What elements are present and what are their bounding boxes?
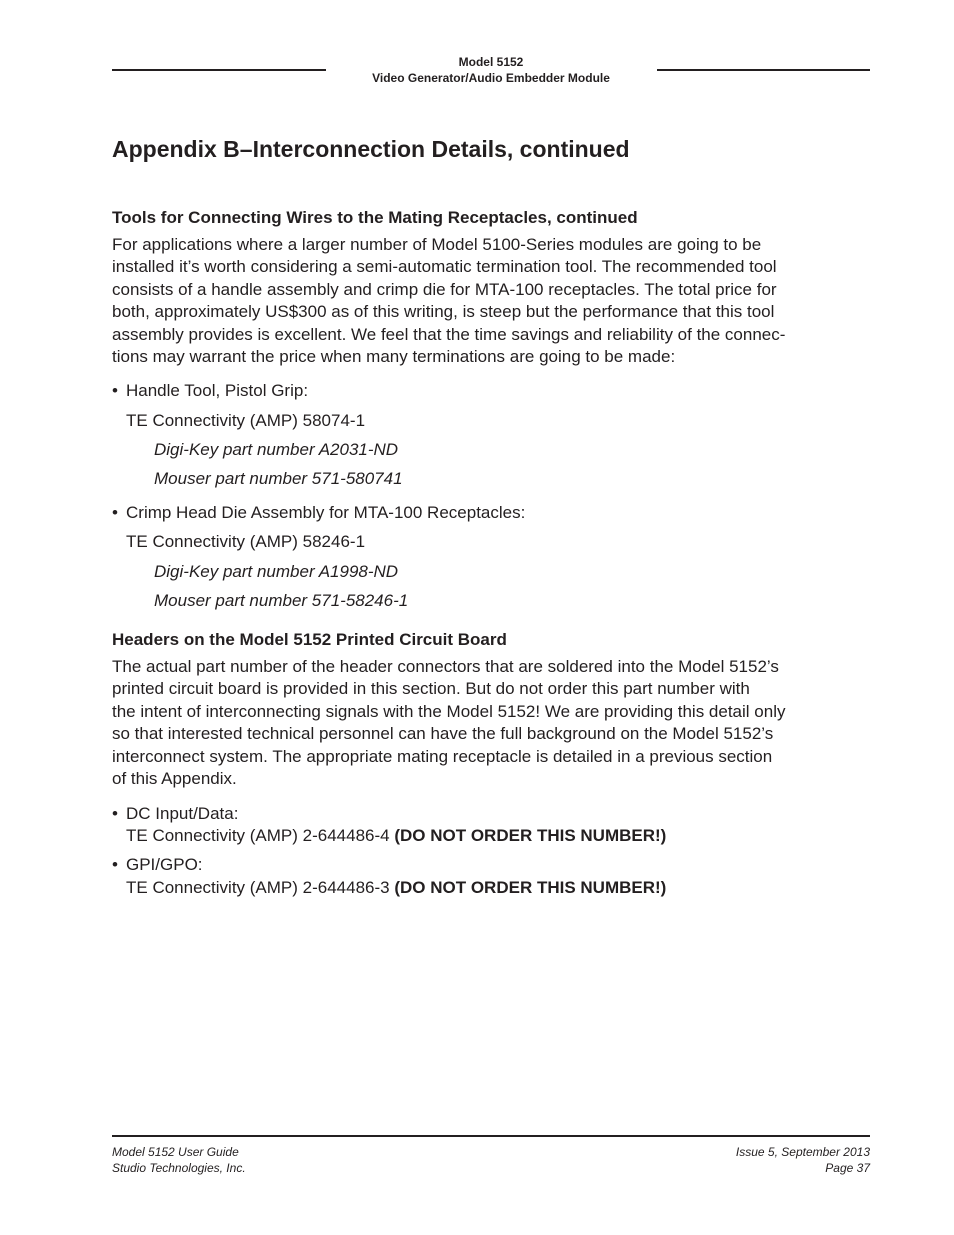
item-part-number: TE Connectivity (AMP) 58246-1: [126, 532, 366, 551]
item-label: GPI/GPO:: [126, 855, 203, 874]
paragraph-line: consists of a handle assembly and crimp die for MTA-100 receptacles. The total price for: [112, 279, 777, 299]
item-part-number: TE Connectivity (AMP) 2-644486-4: [126, 826, 390, 845]
bullet-glyph: •: [112, 381, 118, 400]
order-warning: (DO NOT ORDER THIS NUMBER!): [394, 878, 667, 897]
running-header: [326, 54, 656, 86]
item-part-line: [126, 826, 666, 846]
paragraph-line: printed circuit board is provided in this section. But do not order this part number with: [112, 679, 750, 699]
tools-paragraph: [112, 234, 857, 368]
paragraph-line: the intent of interconnecting signals with the Model 5152! We are providing this detail only: [112, 701, 786, 721]
item-digikey-number: Digi-Key part number A2031-ND: [154, 440, 399, 459]
footer-right: [736, 1144, 870, 1176]
footer-company: Studio Technologies, Inc.: [112, 1161, 246, 1175]
bullet-glyph: •: [112, 855, 118, 874]
headers-paragraph: [112, 656, 857, 790]
list-item-crimp-head: [112, 503, 525, 523]
paragraph-line: tions may warrant the price when many terminations are going to be made:: [112, 347, 676, 367]
item-mouser-number: Mouser part number 571-580741: [154, 469, 403, 488]
item-label: DC Input/Data:: [126, 804, 239, 823]
order-warning: (DO NOT ORDER THIS NUMBER!): [394, 826, 667, 845]
paragraph-line: installed it’s worth considering a semi-automatic termination tool. The recommended tool: [112, 257, 777, 277]
item-part-number: TE Connectivity (AMP) 58074-1: [126, 411, 366, 430]
bullet-glyph: •: [112, 503, 118, 522]
paragraph-line: assembly provides is excellent. We feel that the time savings and reliability of the connec-: [112, 324, 786, 344]
item-label: Handle Tool, Pistol Grip:: [126, 381, 309, 400]
header-rule-left: [112, 69, 326, 71]
paragraph-line: of this Appendix.: [112, 769, 237, 789]
list-item-handle-tool: [112, 381, 308, 401]
paragraph-line: interconnect system. The appropriate mating receptacle is detailed in a previous section: [112, 746, 773, 766]
section-heading-tools: Tools for Connecting Wires to the Mating Receptacles, continued: [112, 208, 638, 227]
item-mouser-number: Mouser part number 571-58246-1: [154, 591, 409, 610]
list-item-gpi-gpo: [112, 855, 203, 875]
footer-guide-name: Model 5152 User Guide: [112, 1145, 239, 1159]
paragraph-line: so that interested technical personnel can have the full background on the Model 5152’s: [112, 724, 774, 744]
footer-page-number: Page 37: [825, 1161, 870, 1175]
header-model: Model 5152: [458, 55, 524, 69]
header-rule-right: [657, 69, 870, 71]
paragraph-line: The actual part number of the header connectors that are soldered into the Model 5152’s: [112, 657, 779, 676]
item-part-line: [126, 878, 666, 898]
list-item-dc-input: [112, 804, 238, 824]
item-label: Crimp Head Die Assembly for MTA-100 Receptacles:: [126, 503, 526, 522]
header-product: Video Generator/Audio Embedder Module: [372, 71, 610, 85]
page-title: Appendix B–Interconnection Details, continued: [112, 136, 630, 162]
item-part-number: TE Connectivity (AMP) 2-644486-3: [126, 878, 390, 897]
paragraph-line: both, approximately US$300 as of this writing, is steep but the performance that this tool: [112, 302, 775, 322]
section-heading-headers: Headers on the Model 5152 Printed Circuit Board: [112, 630, 507, 649]
paragraph-line: For applications where a larger number of Model 5100-Series modules are going to be: [112, 235, 762, 254]
item-digikey-number: Digi-Key part number A1998-ND: [154, 562, 399, 581]
footer-rule: [112, 1135, 870, 1137]
bullet-glyph: •: [112, 804, 118, 823]
footer-left: [112, 1144, 246, 1176]
footer-issue: Issue 5, September 2013: [735, 1145, 870, 1159]
